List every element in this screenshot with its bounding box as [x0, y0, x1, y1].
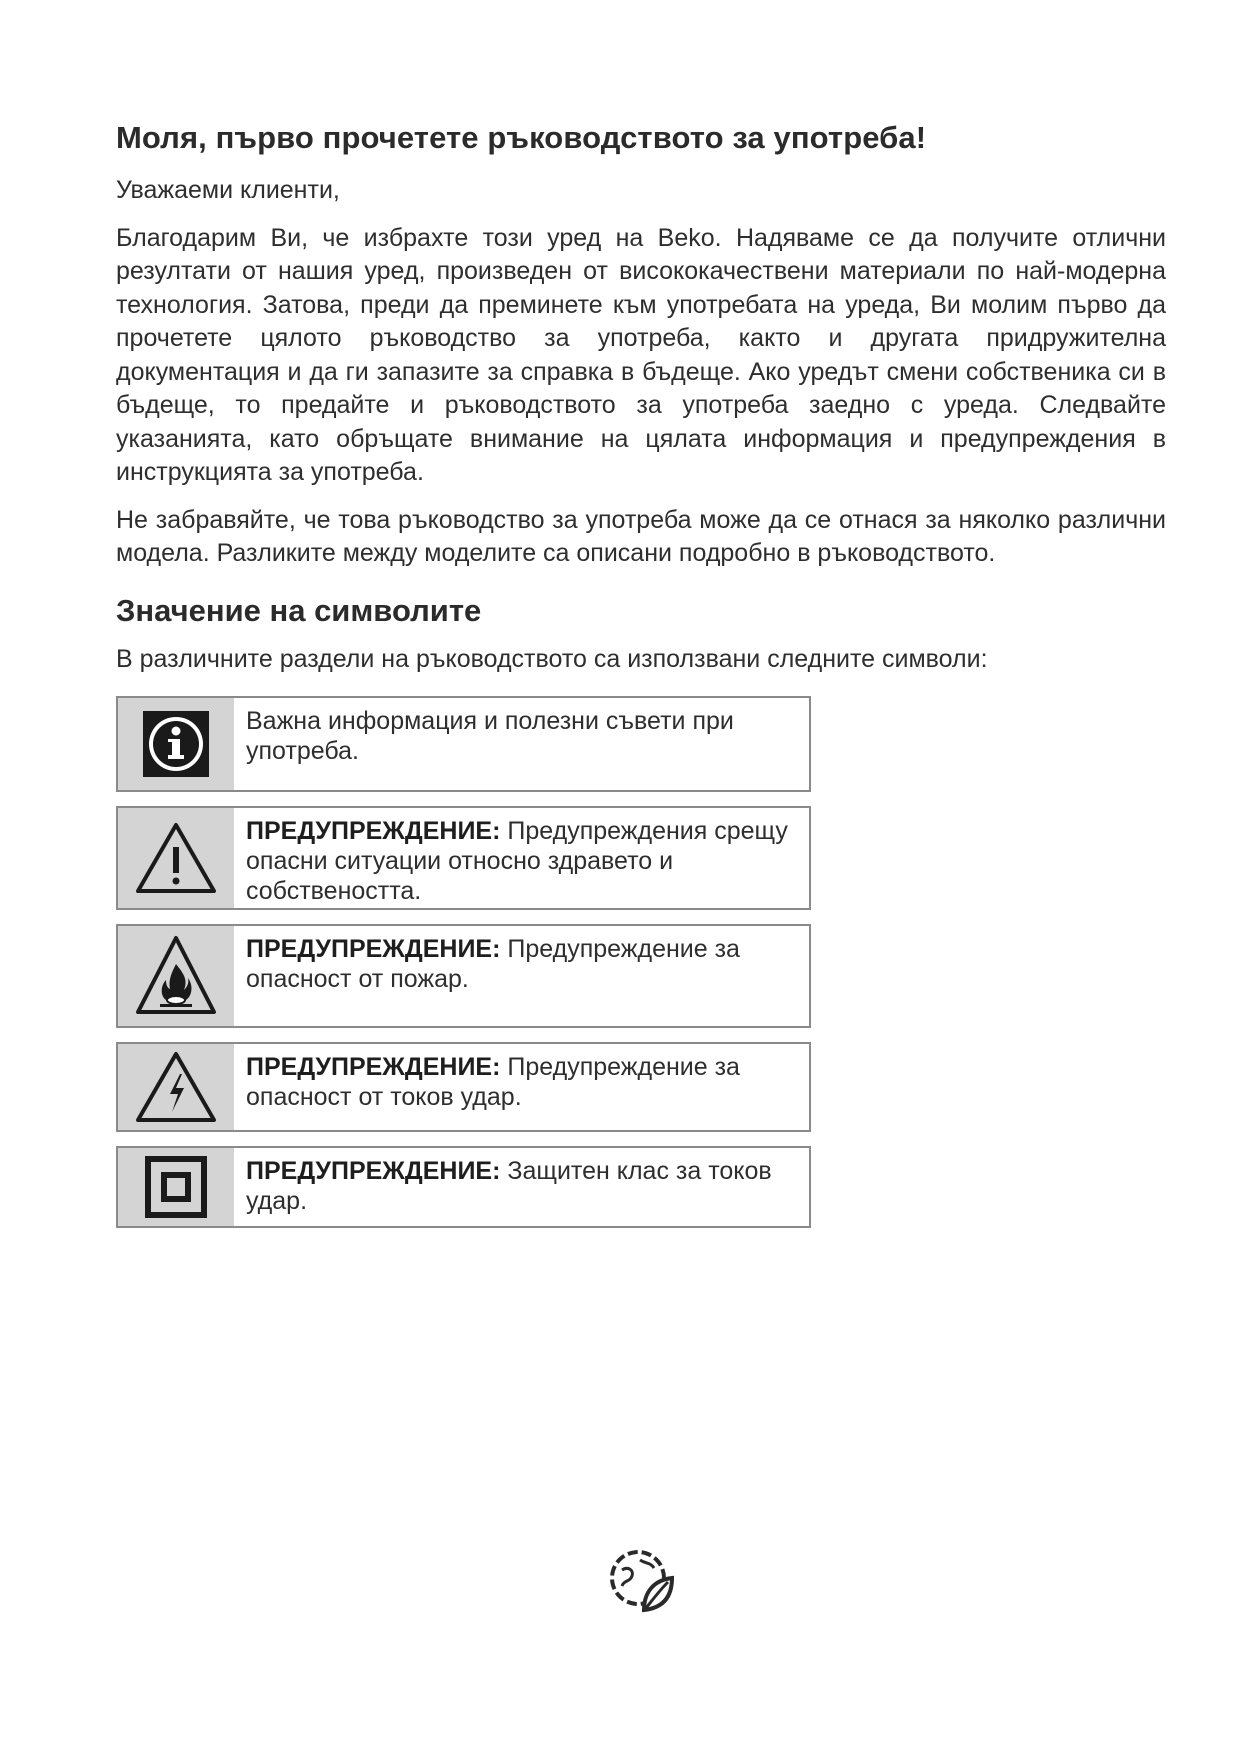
warning-triangle-icon — [118, 808, 234, 908]
symbol-text-protection — [234, 1148, 809, 1226]
symbol-text-fire — [234, 926, 809, 1026]
symbol-row-info — [116, 696, 811, 792]
electric-description: Предупреждение за опасност от токов удар. — [246, 1053, 740, 1111]
fire-label: ПРЕДУПРЕЖДЕНИЕ: — [246, 935, 501, 963]
symbol-text-info: Важна информация и полезни съвети при употреба. — [246, 707, 734, 765]
symbols-intro: В различните раздели на ръководството са използвани следните символи: — [116, 644, 988, 673]
manual-page — [116, 120, 1166, 1242]
electric-shock-icon — [118, 1044, 234, 1130]
page-title: Моля, първо прочетете ръководството за употреба! — [116, 120, 927, 155]
models-paragraph: Не забравяйте, че това ръководство за употреба може да се отнася за няколко различни модела. Разликите между моделите са описани подробно в ръководството. — [116, 505, 1166, 567]
greeting: Уважаеми клиенти, — [116, 176, 340, 204]
electric-label: ПРЕДУПРЕЖДЕНИЕ: — [246, 1053, 501, 1081]
intro-paragraph: Благодарим Ви, че избрахте този уред на Beko. Надяваме се да получите отлични резултати от нашия уред, произведен от висококачествени материали по най-модерна технология. Затова, преди да преминете към употребата на уреда, Ви молим първо да прочетете цялото ръководство за употреба, както и другата придружителна документация и да ги запазите за справка в бъдеще. Ако уредът смени собственика си в бъдеще, то предайте и ръководството за употреба заедно с уреда. Следвайте указанията, като обръщате внимание на цялата информация и предупреждения в инструкцията за употреба. — [116, 223, 1166, 486]
symbols-heading: Значение на символите — [116, 592, 482, 628]
warning-label: ПРЕДУПРЕЖДЕНИЕ: — [246, 817, 501, 845]
warning-description: Предупреждения срещу опасни ситуации относно здравето и собствеността. — [246, 817, 788, 905]
protection-class-icon — [118, 1148, 234, 1226]
eco-globe-leaf-icon — [600, 1540, 680, 1620]
symbol-row-fire — [116, 924, 811, 1028]
fire-description: Предупреждение за опасност от пожар. — [246, 935, 740, 993]
protection-description: Защитен клас за токов удар. — [246, 1157, 772, 1215]
symbols-table — [116, 696, 811, 1228]
info-icon — [118, 698, 234, 790]
fire-hazard-icon — [118, 926, 234, 1026]
symbol-row-protection — [116, 1146, 811, 1228]
symbol-text-warning — [234, 808, 809, 908]
symbol-text-electric — [234, 1044, 809, 1130]
protection-label: ПРЕДУПРЕЖДЕНИЕ: — [246, 1157, 501, 1185]
symbol-row-warning — [116, 806, 811, 910]
symbol-row-electric — [116, 1042, 811, 1132]
